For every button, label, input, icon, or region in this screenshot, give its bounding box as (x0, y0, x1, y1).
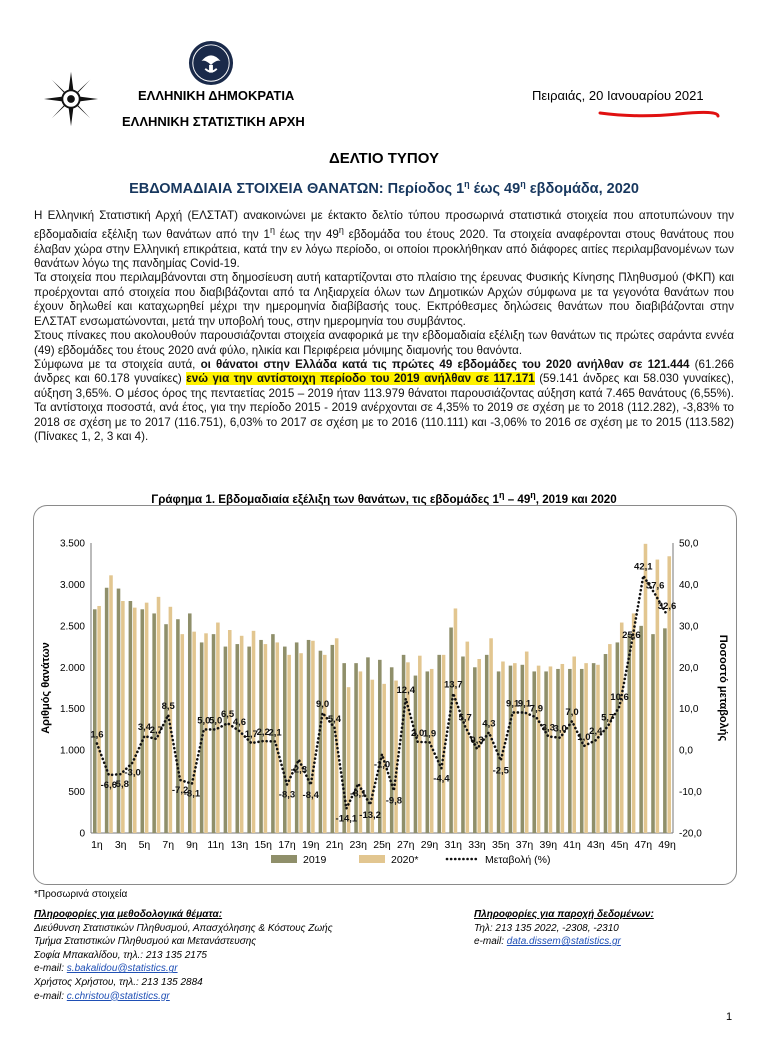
bar-2020 (192, 632, 196, 833)
bar-2019 (497, 671, 501, 833)
bar-2019 (224, 647, 228, 833)
bar-2019 (354, 663, 358, 833)
bar-2019 (152, 613, 156, 833)
bar-2020 (572, 657, 576, 833)
change-data-label: -8,3 (278, 789, 296, 801)
bar-2020 (561, 664, 565, 833)
change-data-label: -2,3 (290, 764, 308, 776)
y-tick-label: 2.500 (59, 621, 85, 633)
bar-2020 (323, 655, 327, 833)
press-release-title: ΔΕΛΤΙΟ ΤΥΠΟΥ (329, 150, 439, 167)
y2-tick-label: 20,0 (679, 662, 699, 674)
y2-tick-label: 50,0 (679, 538, 699, 550)
legend-swatch-2019 (271, 855, 297, 863)
info-data-provision: Πληροφορίες για παροχή δεδομένων: Τηλ: 213 135 2022, -2308, -2310 e-mail: data.dissem@statistics.gr (474, 909, 654, 948)
change-data-label: 8,5 (161, 700, 175, 712)
x-tick-label: 35η (492, 839, 510, 851)
org-line-republic: ΕΛΛΗΝΙΚΗ ΔΗΜΟΚΡΑΤΙΑ (138, 88, 295, 103)
change-data-label: -14,1 (335, 813, 358, 825)
change-data-label: 7,9 (529, 703, 544, 715)
change-data-label: 25,6 (622, 630, 641, 642)
info-methodology-heading: Πληροφορίες για μεθοδολογικά θέματα: (34, 909, 223, 920)
y-tick-label: 3.500 (59, 538, 85, 550)
paragraph-methodology: Τα στοιχεία που περιλαμβάνονται στη δημοσίευση αυτή καταρτίζονται στο πλαίσιο της έρευνας Φυσικής Κίνησης Πληθυσμού (ΦΚΠ) και προέρχονται από στοιχεία που διαβιβάζονται από τα Ληξιαρχεία όλων των Δημοτικών Αρχών σύμφωνα με τα γεγονότα θανάτων που έχουν δηλωθεί και καταχωρηθεί μέχρι την ημερομηνία διαβίβασής τους. Εκπρόθεσμες δηλώσεις θανάτων που διαβιβάζονται στην ΕΛΣΤΑΤ ενσωματώνονται, μετά την υποβολή τους, στην ημερομηνία του συμβάντος. (34, 271, 734, 328)
change-data-label: 9,1 (506, 698, 520, 710)
change-data-label: 5,0 (209, 715, 223, 727)
x-tick-label: 5η (138, 839, 151, 851)
legend-label-2019: 2019 (303, 854, 327, 866)
y-tick-label: 1.000 (59, 745, 85, 757)
bar-2019 (556, 669, 560, 833)
y2-tick-label: 0,0 (679, 745, 693, 757)
change-data-label: -8,4 (302, 789, 319, 801)
bar-2019 (544, 671, 548, 833)
bar-2019 (105, 588, 109, 833)
bar-2019 (117, 589, 121, 833)
bar-2019 (200, 642, 204, 833)
bar-2020 (347, 687, 351, 833)
change-data-label: 2,7 (149, 724, 163, 736)
bar-2020 (145, 603, 149, 833)
bar-2019 (414, 676, 418, 833)
y2-tick-label: 30,0 (679, 621, 699, 633)
x-tick-label: 25η (373, 839, 391, 851)
bar-2020 (133, 608, 137, 833)
y2-axis-title: Ποσοστό μεταβολής (717, 634, 729, 742)
bar-2020 (525, 652, 529, 833)
x-tick-label: 1η (91, 839, 103, 851)
email-link-christou[interactable]: c.christou@statistics.gr (66, 990, 170, 1002)
y2-tick-label: 10,0 (679, 704, 699, 716)
x-tick-label: 49η (658, 839, 676, 851)
bar-2019 (295, 642, 299, 833)
bar-2020 (454, 608, 458, 833)
change-data-label: 5,7 (458, 712, 472, 724)
bar-2019 (580, 669, 584, 833)
change-data-label: 1,0 (577, 732, 591, 743)
bar-2019 (129, 601, 133, 833)
change-data-label: 9,0 (316, 698, 330, 710)
bar-2020 (537, 666, 541, 833)
email-link-bakalidou[interactable]: s.bakalidou@statistics.gr (66, 963, 178, 975)
bar-2019 (592, 663, 596, 833)
change-data-label: 6,5 (220, 709, 235, 721)
change-data-label: 42,1 (634, 561, 653, 573)
bar-2020 (608, 644, 612, 833)
change-data-label: 3,4 (137, 722, 152, 734)
greek-republic-seal (188, 40, 234, 86)
y-axis-title: Αριθμός θανάτων (40, 642, 52, 734)
y-tick-label: 1.500 (59, 704, 85, 716)
x-tick-label: 17η (278, 839, 296, 851)
provisional-footnote: *Προσωρινά στοιχεία (34, 889, 128, 900)
x-tick-label: 13η (230, 839, 249, 851)
bar-2020 (109, 575, 113, 833)
change-data-label: -1,0 (373, 759, 391, 771)
bar-2020 (287, 655, 291, 833)
bar-2020 (466, 642, 470, 833)
change-data-label: -7,2 (171, 784, 189, 796)
paragraph-tables: Στους πίνακες που ακολουθούν παρουσιάζονται στοιχεία αναφορικά με την εβδομαδιαία εξέλιξη των θανάτων τις πρώτες σαράντα εννέα (49) εβδομάδες του έτους 2020 ανά φύλο, ηλικία και Περιφέρεια μόνιμης διαμονής του θανόντα. (34, 329, 734, 357)
change-data-label: 2,0 (411, 727, 425, 739)
y-tick-label: 3.000 (59, 579, 85, 591)
bar-2020 (299, 653, 303, 833)
bar-2020 (418, 656, 422, 833)
change-data-label: 1,6 (90, 729, 104, 741)
change-data-label: 5,4 (327, 713, 342, 725)
press-release-subtitle: ΕΒΔΟΜΑΔΙΑΙΑ ΣΤΟΙΧΕΙΑ ΘΑΝΑΤΩΝ: Περίοδος $1^\eta$ έως $49^\eta$ εβδομάδα, 2020 (129, 179, 639, 197)
change-data-label: 4,6 (232, 717, 247, 729)
bar-2019 (485, 655, 489, 833)
bar-2019 (319, 651, 323, 833)
x-tick-label: 27η (396, 839, 415, 851)
bar-2020 (620, 623, 624, 833)
y-tick-label: 0 (79, 828, 85, 840)
y2-tick-label: -10,0 (679, 787, 702, 799)
bar-2019 (283, 647, 287, 833)
bar-2019 (426, 671, 430, 833)
change-data-label: 9,1 (517, 698, 532, 710)
legend-swatch-2020 (359, 855, 385, 863)
change-data-label: 12,4 (396, 684, 416, 696)
change-data-label: 0,3 (470, 734, 484, 746)
bar-2019 (568, 669, 572, 833)
bar-2020 (264, 644, 268, 833)
bar-2020 (157, 597, 161, 833)
email-link-data-dissem[interactable]: data.dissem@statistics.gr (506, 936, 621, 948)
bar-2019 (93, 609, 97, 833)
bar-2019 (521, 665, 525, 833)
bar-2019 (212, 634, 216, 833)
bar-2019 (176, 619, 180, 833)
bar-2020 (121, 601, 125, 833)
change-data-label: -4,4 (433, 773, 450, 785)
change-data-label: 37,6 (645, 580, 665, 592)
change-data-label: -9,8 (385, 795, 403, 807)
bar-2019 (604, 654, 608, 833)
change-data-label: 3,3 (541, 722, 555, 734)
bar-2020 (596, 665, 600, 833)
weekly-deaths-chart (33, 505, 735, 883)
highlight-2020-total: οι θάνατοι στην Ελλάδα κατά τις πρώτες 49 εβδομάδες του 2020 ανήλθαν σε 121.444 (200, 357, 690, 371)
change-data-label: -13,2 (359, 809, 381, 821)
x-tick-label: 23η (349, 839, 368, 851)
bar-2020 (204, 633, 208, 833)
date-underline (598, 107, 720, 119)
bar-2019 (437, 655, 441, 833)
bar-2019 (402, 655, 406, 833)
change-data-label: 1,9 (422, 728, 437, 740)
bar-2019 (449, 628, 453, 833)
y2-tick-label: -20,0 (679, 828, 702, 840)
change-data-label: -2,5 (492, 765, 509, 777)
change-data-label: -6,0 (100, 780, 118, 791)
bar-2020 (359, 671, 363, 833)
paragraph-results: Σύμφωνα με τα στοιχεία αυτά, οι θάνατοι στην Ελλάδα κατά τις πρώτες 49 εβδομάδες του 2020 ανήλθαν σε 121.444 (61.266 άνδρες και 60.178 γυναίκες) ενώ για την αντίστοιχη περίοδο του 2019 ανήλθαν σε 117.171 (59.141 άνδρες και 58.030 γυναίκες), αύξηση 3,65%. Ο μέσος όρος της πενταετίας 2015 – 2019 ήταν 113.979 θάνατοι παρουσιάζοντας αύξηση κατά 7.465 θανάτους (6,55%). Τα αντίστοιχα ποσοστά, ανά έτος, για την περίοδο 2015 - 2019 ανέρχονται σε 4,35% το 2019 σε σχέση με το 2018 (112.282), -3,83% το 2018 σε σχέση με το 2017 (116.751), 6,03% το 2017 σε σχέση με το 2016 (110.111) και -3,06% το 2016 σε σχέση με το 2015 (113.582) (Πίνακες 1, 2, 3 και 4). (34, 357, 735, 443)
bar-2019 (616, 642, 620, 833)
bar-2020 (513, 663, 517, 833)
change-data-label: -3,0 (124, 767, 141, 779)
legend-label-change: Μεταβολή (%) (485, 854, 551, 866)
bar-2019 (188, 613, 192, 833)
change-data-label: 2,2 (256, 727, 270, 739)
info-methodology: Πληροφορίες για μεθοδολογικά θέματα: Διεύθυνση Στατιστικών Πληθυσμού, Απασχόλησης & Κόστους Ζωής Τμήμα Στατιστικών Πληθυσμού και Μετανάστευσης Σοφία Μπακαλίδου, τηλ.: 213 135 2175 e-mail: s.bakalidou@statistics.gr Χρήστος Χρήστου, τηλ.: 213 135 2884 e-mail: c.christou@statistics.gr (34, 909, 333, 1002)
x-tick-label: 19η (301, 839, 320, 851)
bar-2020 (584, 663, 588, 833)
bar-2019 (532, 671, 536, 833)
bar-2019 (390, 667, 394, 833)
bar-2020 (228, 630, 232, 833)
bar-2020 (549, 666, 553, 833)
bar-2020 (97, 606, 101, 833)
x-tick-label: 33η (468, 839, 486, 851)
bar-2019 (473, 667, 477, 833)
change-data-label: -8,1 (350, 788, 367, 800)
bar-2019 (331, 645, 335, 833)
highlight-2019-total: ενώ για την αντίστοιχη περίοδο του 2019 ανήλθαν σε 117.171 (186, 372, 535, 386)
bar-2020 (180, 634, 184, 833)
legend-label-2020: 2020* (391, 854, 419, 866)
x-tick-label: 3η (114, 839, 127, 851)
bar-2019 (307, 640, 311, 833)
x-tick-label: 29η (420, 839, 439, 851)
info-data-heading: Πληροφορίες για παροχή δεδομένων: (474, 909, 654, 920)
bar-2019 (509, 666, 513, 833)
x-tick-label: 41η (563, 839, 581, 851)
change-data-label: -8,1 (183, 788, 201, 800)
x-tick-label: 9η (186, 839, 198, 851)
change-data-label: 32,6 (657, 601, 677, 613)
paragraph-intro: Η Ελληνική Στατιστική Αρχή (ΕΛΣΤΑΤ) ανακοινώνει με έκτακτο δελτίο τύπου προσωρινά στατιστικά στοιχεία που αποτυπώνουν την εβδομαδιαία εξέλιξη των θανάτων από την $1^\eta$ έως την $49^\eta$ εβδομάδα του έτους 2020. Τα στοιχεία αναφέρονται στους θανάτους που έλαβαν χώρα στην Ελληνική επικράτεια, κατά την εν λόγω περίοδο, οι οποίοι προκλήθηκαν από διάφορες αιτίες περιλαμβανομένων των θανάτων λόγω της πανδημίας Covid-19. (34, 209, 734, 271)
bar-2019 (378, 660, 382, 833)
bar-2020 (632, 613, 636, 833)
body-text (34, 209, 734, 444)
change-data-label: 5,0 (197, 715, 211, 727)
change-data-label: -5,8 (112, 779, 129, 791)
change-data-label: 2,4 (589, 726, 603, 738)
y2-tick-label: 40,0 (679, 579, 699, 591)
y-tick-label: 500 (68, 787, 85, 799)
bar-2019 (639, 626, 643, 833)
change-data-label: 4,3 (482, 718, 496, 730)
x-tick-label: 15η (254, 839, 272, 851)
bar-2019 (651, 634, 655, 833)
x-tick-label: 31η (444, 839, 463, 851)
release-date: Πειραιάς, 20 Ιανουαρίου 2021 (532, 88, 704, 103)
chart-title: Γράφημα 1. Εβδομαδιαία εξέλιξη των θανάτων, τις εβδομάδες $1^\eta - 49^\eta$, 2019 και 2020 (151, 490, 617, 506)
change-data-label: 7,0 (565, 707, 579, 719)
change-data-label: 13,7 (444, 679, 463, 691)
elstat-star-logo (42, 70, 100, 128)
page-number: 1 (726, 1011, 733, 1023)
bar-2020 (667, 556, 671, 833)
change-data-label: 2,1 (268, 727, 282, 739)
x-tick-label: 47η (634, 839, 653, 851)
bar-2019 (164, 624, 168, 833)
x-tick-label: 7η (162, 839, 175, 851)
x-tick-label: 43η (587, 839, 605, 851)
x-tick-label: 21η (325, 839, 344, 851)
x-tick-label: 39η (539, 839, 558, 851)
change-data-label: 10,6 (610, 692, 629, 704)
change-data-label: 5,7 (601, 712, 615, 724)
bar-2019 (663, 628, 667, 833)
change-data-label: 3,0 (553, 723, 567, 735)
bar-2019 (236, 644, 240, 833)
x-tick-label: 45η (610, 839, 629, 851)
x-tick-label: 11η (207, 839, 225, 851)
bar-2020 (311, 641, 315, 833)
bar-2019 (366, 657, 370, 833)
change-data-label: 1,7 (244, 729, 258, 741)
y-tick-label: 2.000 (59, 662, 85, 674)
x-tick-label: 37η (515, 839, 534, 851)
org-line-elstat: ΕΛΛΗΝΙΚΗ ΣΤΑΤΙΣΤΙΚΗ ΑΡΧΗ (122, 114, 305, 129)
